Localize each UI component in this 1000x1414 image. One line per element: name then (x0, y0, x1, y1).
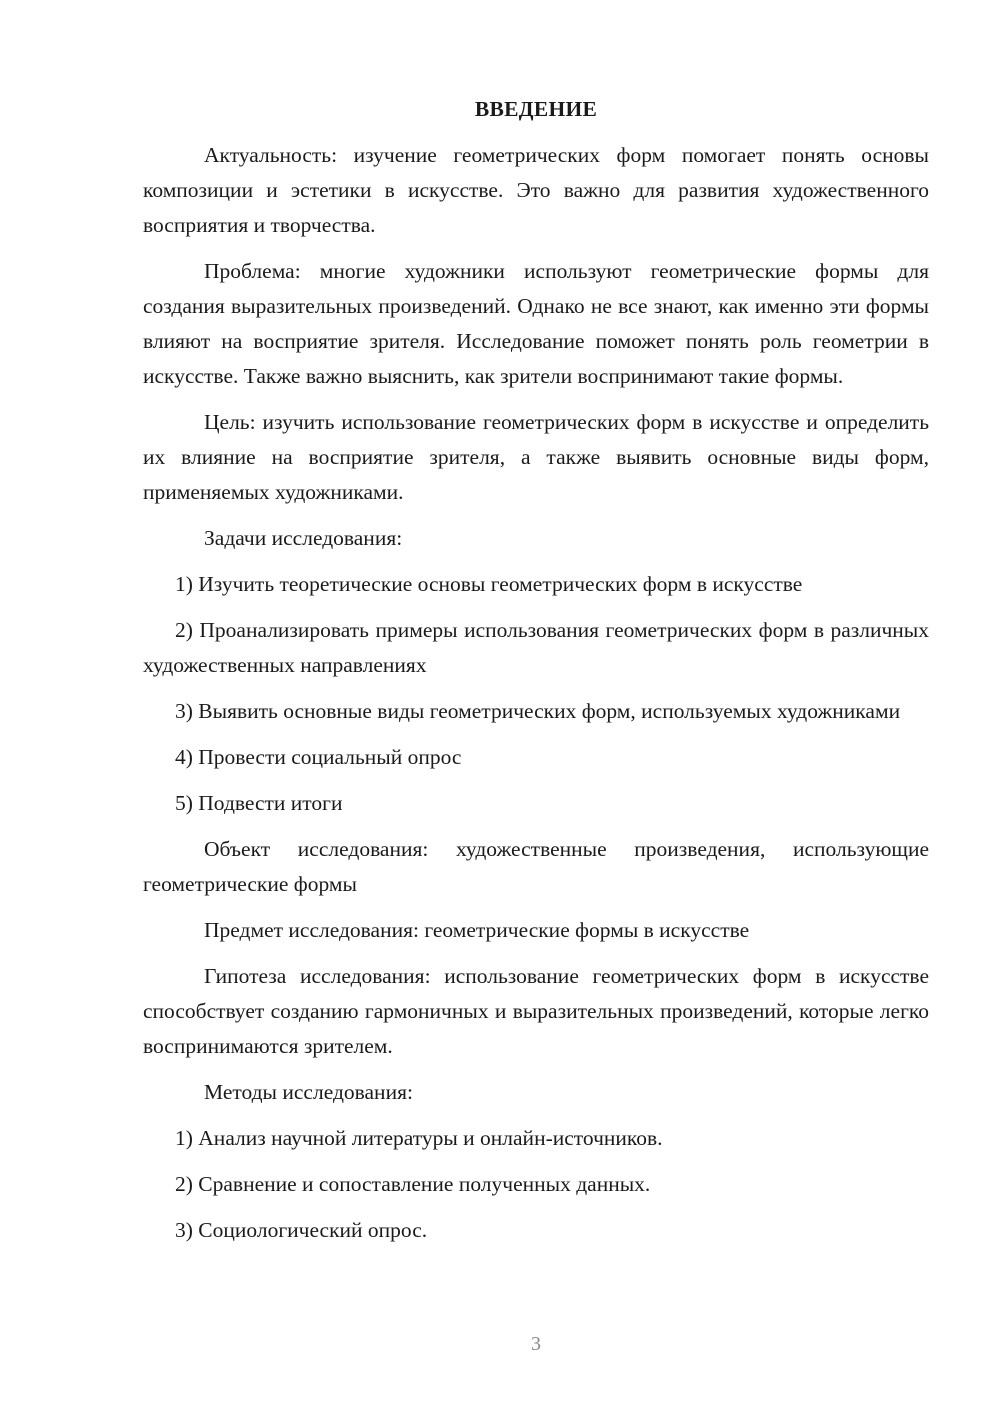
paragraph-subject: Предмет исследования: геометрические формы в искусстве (204, 918, 750, 942)
paragraph-goal: Цель: изучить использование геометрических форм в искусстве и определить их влияние на восприятие зрителя, а также выявить основные виды форм, применяемых художниками. (143, 410, 929, 504)
task-item-5: 5) Подвести итоги (175, 791, 343, 815)
page-content (143, 92, 929, 1259)
task-item-4: 4) Провести социальный опрос (175, 745, 462, 769)
paragraph-object: Объект исследования: художественные произведения, использующие геометрические формы (143, 837, 929, 896)
page-number: 3 (531, 1333, 541, 1355)
methods-heading: Методы исследования: (204, 1080, 413, 1104)
task-item-2: 2) Проанализировать примеры использования геометрических форм в различных художественных направлениях (143, 618, 929, 677)
task-item-3: 3) Выявить основные виды геометрических форм, используемых художниками (175, 699, 901, 723)
tasks-heading: Задачи исследования: (204, 526, 403, 550)
section-title: ВВЕДЕНИЕ (474, 97, 598, 121)
paragraph-problem: Проблема: многие художники используют геометрические формы для создания выразительных произведений. Однако не все знают, как именно эти формы влияют на восприятие зрителя. Исследование поможет понять роль геометрии в искусстве. Также важно выяснить, как зрители воспринимают такие формы. (143, 259, 929, 388)
paragraph-relevance: Актуальность: изучение геометрических форм помогает понять основы композиции и эстетики в искусстве. Это важно для развития художественного восприятия и творчества. (143, 143, 929, 237)
task-item-1: 1) Изучить теоретические основы геометрических форм в искусстве (175, 572, 803, 596)
paragraph-hypothesis: Гипотеза исследования: использование геометрических форм в искусстве способствует созданию гармоничных и выразительных произведений, которые легко воспринимаются зрителем. (143, 964, 929, 1058)
method-item-2: 2) Сравнение и сопоставление полученных данных. (175, 1172, 651, 1196)
method-item-3: 3) Социологический опрос. (175, 1218, 428, 1242)
method-item-1: 1) Анализ научной литературы и онлайн-источников. (175, 1126, 663, 1150)
